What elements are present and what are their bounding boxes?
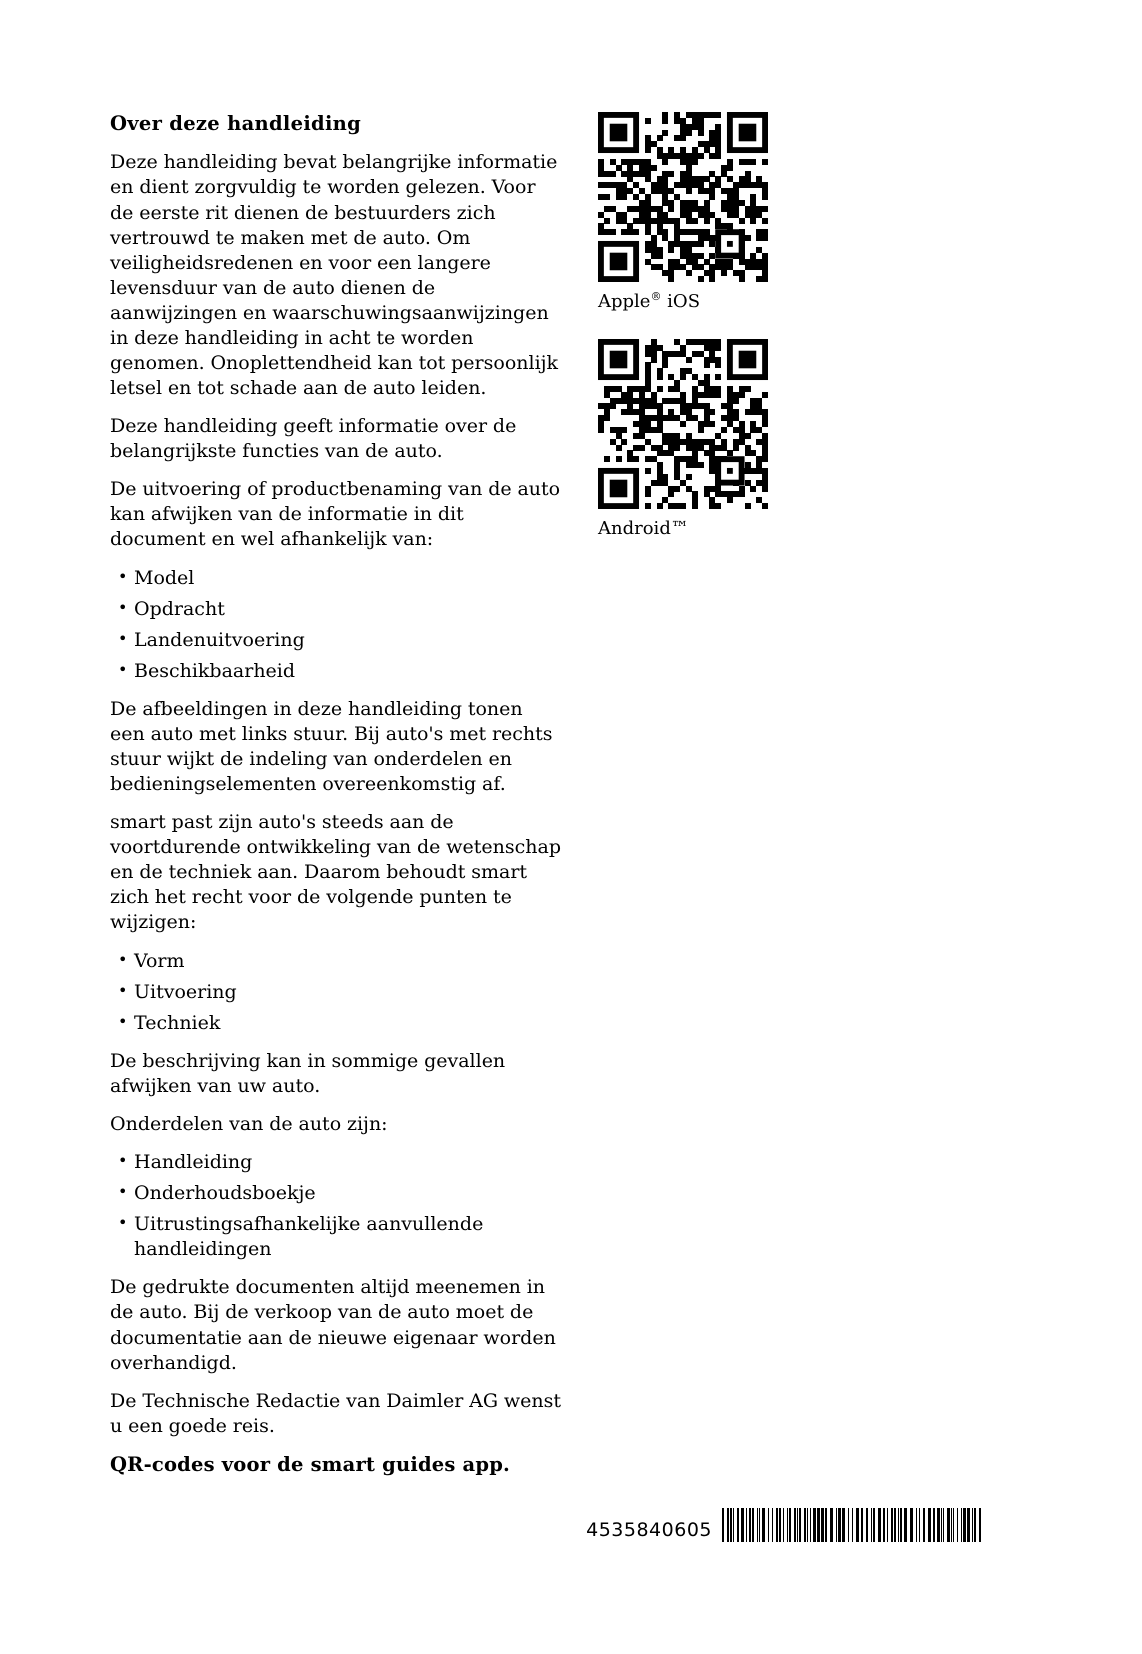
qr-code-android-caption: Android™ — [598, 518, 689, 540]
paragraph: Deze handleiding geeft informatie over de belangrijkste functies van de auto. — [110, 415, 517, 463]
qr-code-apple-ios[interactable] — [598, 112, 768, 282]
registered-trademark-symbol: ® — [650, 290, 662, 303]
list-item: • Uitvoering — [110, 980, 562, 1005]
list-item: • Uitrustingsafhankelijke aanvullende handleidingen — [110, 1212, 562, 1262]
list-item: • Beschikbaarheid — [110, 659, 562, 684]
paragraph: De gedrukte documenten altijd meenemen in de auto. Bij de verkoop van de auto moet de documentatie aan de nieuwe eigenaar worden overhandigd. — [110, 1276, 556, 1374]
list-item: • Vorm — [110, 949, 562, 974]
paragraph: De Technische Redactie van Daimler AG wenst u een goede reis. — [110, 1389, 562, 1437]
page-title: Over deze handleiding — [110, 112, 362, 135]
barcode — [722, 1508, 982, 1542]
list-item: • Model — [110, 566, 562, 591]
list-item: • Landenuitvoering — [110, 628, 562, 653]
qr-caption-suffix: iOS — [661, 291, 701, 312]
page-footer — [0, 1502, 1142, 1542]
paragraph: De beschrijving kan in sommige gevallen afwijken van uw auto. — [110, 1049, 506, 1097]
list-item: • Opdracht — [110, 597, 562, 622]
bullet-list-changes — [110, 949, 562, 1036]
paragraph: De uitvoering of productbenaming van de auto kan afwijken van de informatie in dit document en wel afhankelijk van: — [110, 478, 561, 551]
qr-code-android-block — [598, 339, 928, 540]
list-item: • Onderhoudsboekje — [110, 1181, 562, 1206]
subsection-title: QR-codes voor de smart guides app. — [110, 1452, 511, 1476]
qr-code-column — [598, 112, 928, 567]
paragraph: De afbeeldingen in deze handleiding tonen een auto met links stuur. Bij auto's met rechts stuur wijkt de indeling van onderdelen en bedieningselementen overeenkomstig af. — [110, 697, 553, 796]
list-item: • Handleiding — [110, 1150, 562, 1175]
paragraph: smart past zijn auto's steeds aan de voortdurende ontwikkeling van de wetenschap en de techniek aan. Daarom behoudt smart zich het recht voor de volgende punten te wijzigen: — [110, 811, 561, 934]
main-text-column — [110, 112, 562, 1477]
bullet-list-documents — [110, 1150, 562, 1262]
qr-code-apple-ios-block — [598, 112, 928, 313]
qr-code-apple-ios-caption — [598, 290, 928, 313]
qr-caption-text: Apple — [598, 291, 651, 312]
qr-code-android[interactable] — [598, 339, 768, 509]
paragraph: Onderdelen van de auto zijn: — [110, 1112, 388, 1135]
list-item: • Techniek — [110, 1011, 562, 1036]
paragraph: Deze handleiding bevat belangrijke informatie en dient zorgvuldig te worden gelezen. Voor de eerste rit dienen de bestuurders zich vertrouwd te maken met de auto. Om veiligheidsredenen en voor een langere levensduur van de auto dienen de aanwijzingen en waarschuwingsaanwijzingen in deze handleiding in acht te worden genomen. Onoplettendheid kan tot persoonlijk letsel en tot schade aan de auto leiden. — [110, 151, 559, 400]
bullet-list-variants — [110, 566, 562, 684]
document-number: 4535840605 — [586, 1519, 712, 1541]
